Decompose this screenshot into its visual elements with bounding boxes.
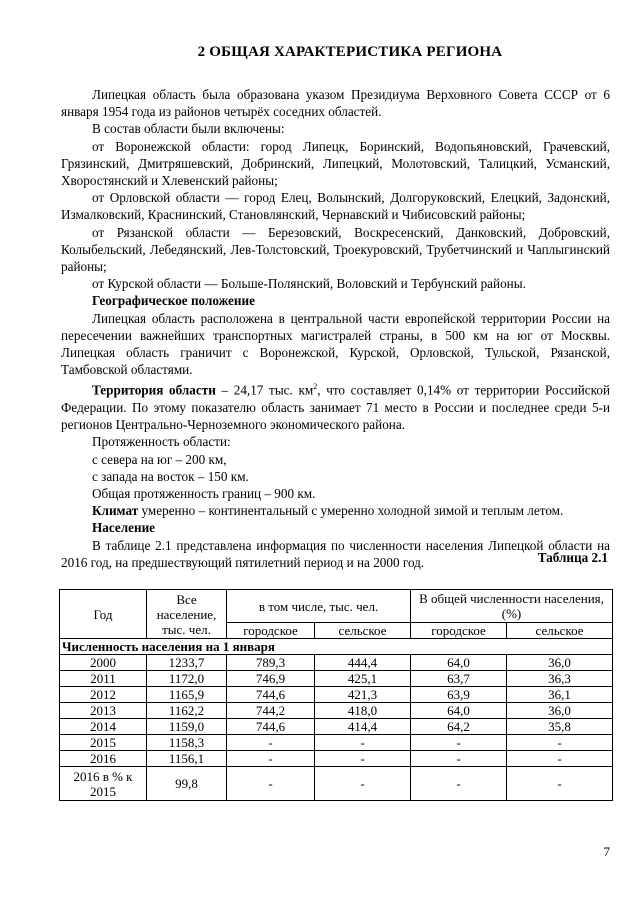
cell-urban: 744,6 — [227, 719, 315, 735]
climate-label: Климат — [92, 503, 139, 519]
cell-urban-pct: 63,7 — [411, 671, 507, 687]
table-row — [60, 687, 613, 703]
table-row — [60, 767, 613, 801]
extent-west-east: с запада на восток – 150 км. — [92, 468, 249, 484]
paragraph-kursk: от Курской области — Больше-Полянский, Воловский и Тербунский районы. — [92, 276, 526, 292]
cell-rural-pct: 35,8 — [507, 719, 613, 735]
cell-total: 1162,2 — [147, 703, 227, 719]
cell-total: 1156,1 — [147, 751, 227, 767]
cell-rural-pct: 36,1 — [507, 687, 613, 703]
paragraph-voronezh: от Воронежской области: город Липецк, Боринский, Водопьяновский, Грачевский, Грязинский, Дмитряшевский, Добринский, Липецкий, Молотовский, Талицкий, Усманский, Хворостянский и Хлевенский районы; — [61, 138, 610, 189]
cell-year: 2016 — [60, 751, 147, 767]
header-rural: сельское — [315, 623, 411, 639]
cell-rural: 444,4 — [315, 655, 411, 671]
header-total: Все население, тыс. чел. — [147, 590, 227, 639]
table-caption: Таблица 2.1 — [537, 550, 608, 565]
page-number: 7 — [603, 844, 610, 859]
header-urban: городское — [227, 623, 315, 639]
cell-urban-pct: 64,0 — [411, 655, 507, 671]
table-row — [60, 703, 613, 719]
cell-year: 2011 — [60, 671, 147, 687]
paragraph-population: В таблице 2.1 представлена информация по численности населения Липецкой области на 2016 год, на предшествующий пятилетний период и на 2000 год. — [61, 537, 610, 570]
cell-rural-pct: - — [507, 767, 613, 801]
cell-year: 2012 — [60, 687, 147, 703]
cell-rural: 414,4 — [315, 719, 411, 735]
cell-rural-pct: - — [507, 751, 613, 767]
header-share: В общей численности населения, (%) — [411, 590, 613, 623]
cell-urban-pct: - — [411, 767, 507, 801]
cell-rural: - — [315, 767, 411, 801]
paragraph-ryazan: от Рязанской области — Березовский, Воскресенский, Данковский, Добровский, Колыбельский, Лебедянский, Лев-Толстовский, Троекуровский, Трубетчинский и Чаплыгинский районы; — [61, 224, 610, 275]
header-urban-pct: городское — [411, 623, 507, 639]
header-year: Год — [60, 590, 147, 639]
cell-year: 2016 в % к 2015 — [60, 767, 147, 801]
table-row — [60, 719, 613, 735]
cell-rural-pct: - — [507, 735, 613, 751]
section-label: Численность населения на 1 января — [60, 639, 613, 655]
body-text — [61, 86, 610, 571]
cell-total: 1172,0 — [147, 671, 227, 687]
paragraph-geography: Липецкая область расположена в центральной части европейской территории России на пересечении важнейших транспортных магистралей страны, в 500 км на юг от Москвы. Липецкая область граничит с Воронежской, Курской, Орловской, Тульской, Рязанской, Тамбовской областями. — [61, 310, 610, 378]
extent-title: Протяженность области: — [92, 434, 231, 450]
cell-total: 1165,9 — [147, 687, 227, 703]
cell-rural: 418,0 — [315, 703, 411, 719]
page-title: 2 ОБЩАЯ ХАРАКТЕРИСТИКА РЕГИОНА — [197, 44, 503, 60]
cell-rural: - — [315, 735, 411, 751]
cell-year: 2013 — [60, 703, 147, 719]
cell-total: 1233,7 — [147, 655, 227, 671]
territory-label: Территория области — [92, 382, 216, 398]
cell-total: 1159,0 — [147, 719, 227, 735]
cell-urban-pct: - — [411, 751, 507, 767]
territory-text-b: , что составляет 0,14% от территории Российской Федерации. По этому показателю область занимает 71 место в России и последнее среди 5-и регионов Центрально-Черноземного экономического района. — [61, 382, 611, 433]
table-row — [60, 655, 613, 671]
cell-urban: 744,2 — [227, 703, 315, 719]
heading-population: Население — [92, 520, 156, 536]
table-row — [60, 751, 613, 767]
cell-urban: 744,6 — [227, 687, 315, 703]
cell-rural-pct: 36,0 — [507, 655, 613, 671]
cell-total: 99,8 — [147, 767, 227, 801]
cell-urban: - — [227, 767, 315, 801]
header-including: в том числе, тыс. чел. — [227, 590, 411, 623]
climate-text: умеренно – континентальный с умеренно холодной зимой и теплым летом. — [138, 503, 564, 519]
cell-rural: 421,3 — [315, 687, 411, 703]
cell-rural-pct: 36,3 — [507, 671, 613, 687]
paragraph-climate — [61, 502, 610, 519]
cell-rural: 425,1 — [315, 671, 411, 687]
header-rural-pct: сельское — [507, 623, 613, 639]
cell-urban-pct: - — [411, 735, 507, 751]
cell-urban: - — [227, 735, 315, 751]
heading-geography: Географическое положение — [92, 293, 255, 309]
cell-year: 2000 — [60, 655, 147, 671]
paragraph-orel: от Орловской области — город Елец, Волынский, Долгоруковский, Елецкий, Задонский, Измалковский, Краснинский, Становлянский, Чернавский и Чибисовский районы; — [61, 190, 610, 223]
cell-urban: 789,3 — [227, 655, 315, 671]
cell-urban: 746,9 — [227, 671, 315, 687]
paragraph-composition: В состав области были включены: — [92, 121, 285, 137]
cell-rural-pct: 36,0 — [507, 703, 613, 719]
cell-urban-pct: 64,2 — [411, 719, 507, 735]
extent-north-south: с севера на юг – 200 км, — [92, 451, 227, 467]
cell-urban-pct: 64,0 — [411, 703, 507, 719]
table-row — [60, 735, 613, 751]
cell-year: 2014 — [60, 719, 147, 735]
cell-year: 2015 — [60, 735, 147, 751]
table-row — [60, 671, 613, 687]
population-table — [59, 589, 613, 801]
cell-total: 1158,3 — [147, 735, 227, 751]
paragraph-territory — [61, 378, 610, 433]
cell-urban-pct: 63,9 — [411, 687, 507, 703]
territory-text-a: – 24,17 тыс. км — [215, 382, 314, 398]
territory-sup: 2 — [313, 382, 318, 392]
cell-rural: - — [315, 751, 411, 767]
paragraph-formation: Липецкая область была образована указом Президиума Верховного Совета СССР от 6 января 1954 года из районов четырёх соседних областей. — [61, 87, 610, 120]
cell-urban: - — [227, 751, 315, 767]
border-total: Общая протяженность границ – 900 км. — [92, 486, 316, 502]
